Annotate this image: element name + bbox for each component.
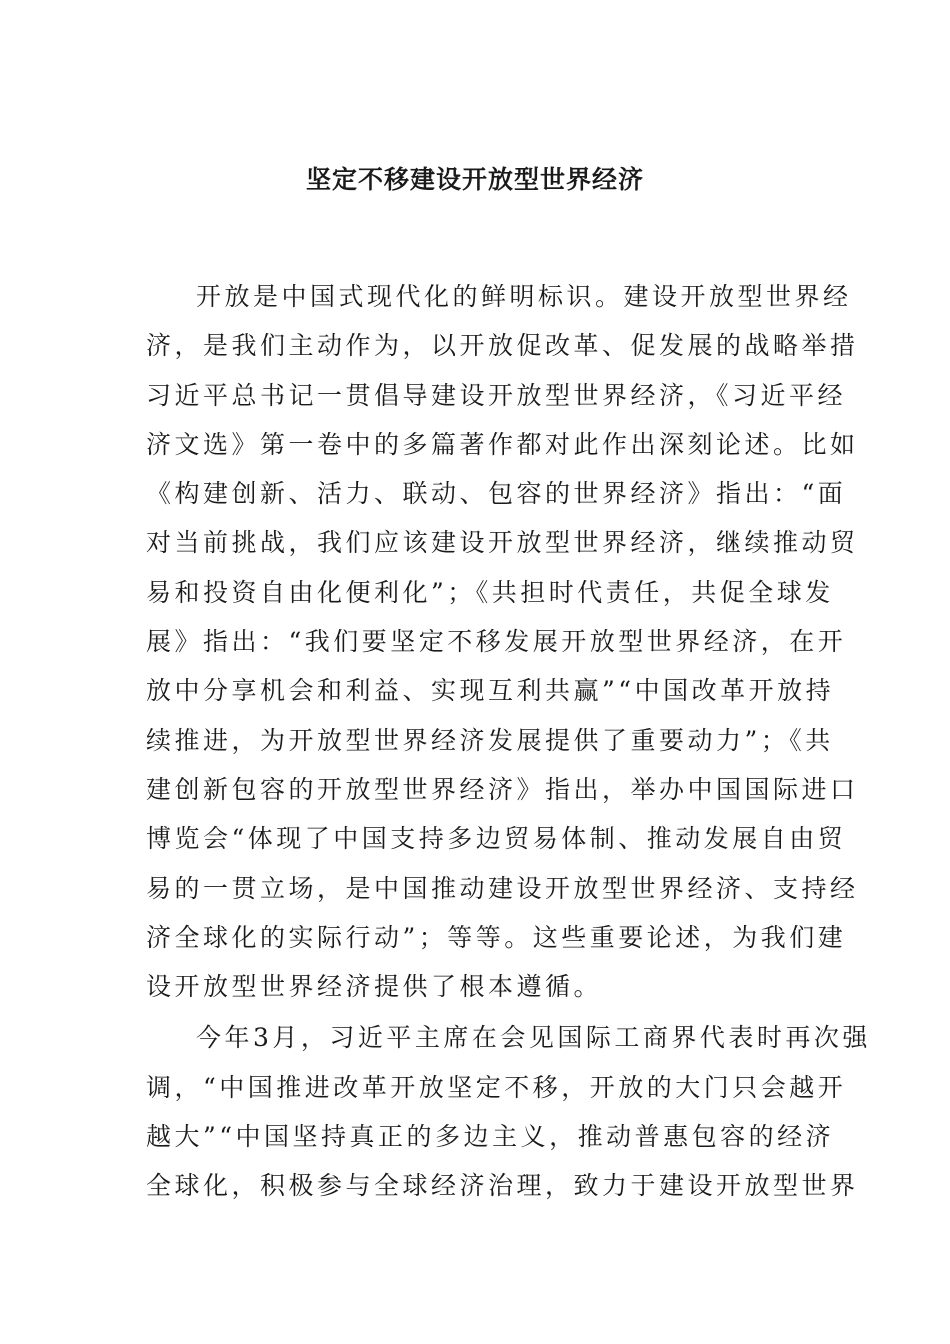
text-line: 建创新包容的开放型世界经济》指出，举办中国国际进口 — [146, 774, 859, 804]
text-line: 济文选》第一卷中的多篇著作都对此作出深刻论述。比如 — [146, 429, 859, 459]
paragraph-1 — [146, 272, 859, 1011]
text-line: 全球化，积极参与全球经济治理，致力于建设开放型世界 — [146, 1171, 859, 1201]
text-line: 济，是我们主动作为，以开放促改革、促发展的战略举措 — [146, 331, 859, 361]
text-line: 续推进，为开放型世界经济发展提供了重要动力”；《共 — [146, 725, 834, 755]
text-line: 《构建创新、活力、联动、包容的世界经济》指出：“面 — [146, 479, 847, 509]
text-line: 设开放型世界经济提供了根本遵循。 — [146, 972, 603, 1002]
text-line: 济全球化的实际行动”；等等。这些重要论述，为我们建 — [146, 922, 847, 952]
text-line: 习近平总书记一贯倡导建设开放型世界经济，《习近平经 — [146, 380, 847, 410]
text-line: 放中分享机会和利益、实现互利共赢”“中国改革开放持 — [146, 676, 835, 706]
text-line: 今年3月，习近平主席在会见国际工商界代表时再次强 — [196, 1023, 871, 1053]
text-line: 越大”“中国坚持真正的多边主义，推动普惠包容的经济 — [146, 1122, 835, 1152]
paragraph-2 — [146, 1013, 871, 1210]
text-line: 开放是中国式现代化的鲜明标识。建设开放型世界经 — [196, 282, 852, 311]
text-line: 易的一贯立场，是中国推动建设开放型世界经济、支持经 — [146, 873, 859, 903]
text-line: 展》指出：“我们要坚定不移发展开放型世界经济，在开 — [146, 627, 847, 657]
text-line: 博览会“体现了中国支持多边贸易体制、推动发展自由贸 — [146, 824, 847, 854]
text-line: 对当前挑战，我们应该建设开放型世界经济，继续推动贸 — [146, 528, 859, 558]
text-line: 易和投资自由化便利化”；《共担时代责任，共促全球发 — [146, 577, 834, 607]
document-body — [146, 272, 871, 1211]
document-title: 坚定不移建设开放型世界经济 — [305, 165, 644, 194]
text-line: 调，“中国推进改革开放坚定不移，开放的大门只会越开 — [146, 1072, 847, 1102]
